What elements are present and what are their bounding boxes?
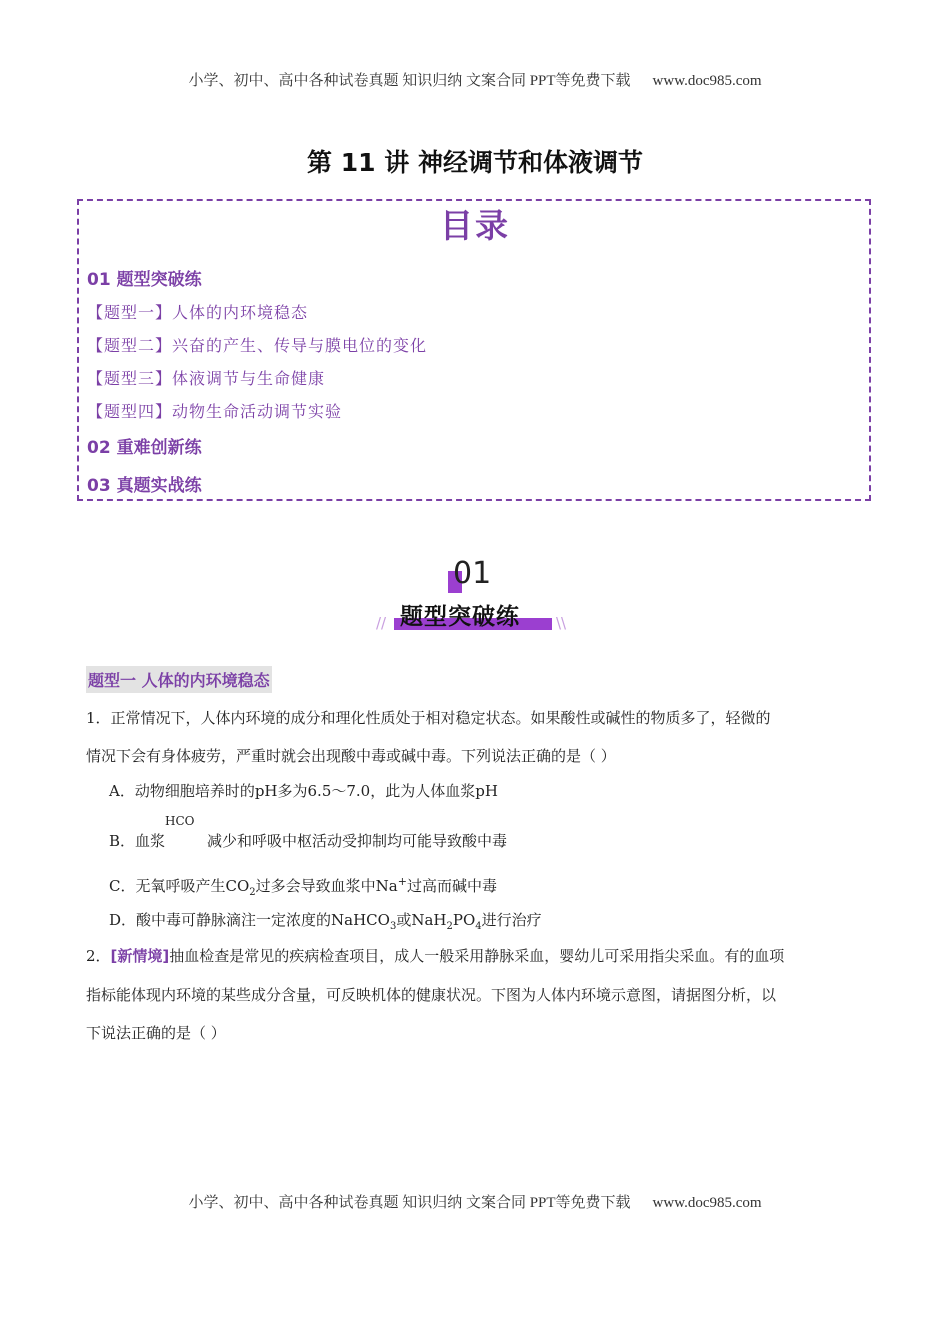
q1-option-b-suffix: 减少和呼吸中枢活动受抑制均可能导致酸中毒 [207,832,508,850]
q1-line1: 1．正常情况下，人体内环境的成分和理化性质处于相对稳定状态。如果酸性或碱性的物质多了，轻微的 [86,709,771,727]
banner-left-slashes: // [376,614,387,632]
q1-option-c-suffix: 过高而碱中毒 [406,877,497,895]
toc-section-01[interactable]: 01 题型突破练 [87,270,202,290]
page-header [0,69,950,90]
banner-right-slashes: \\ [556,614,567,632]
toc-section-03[interactable]: 03 真题实战练 [87,476,202,496]
q1-option-c-sub: 2 [249,887,256,898]
toc-heading: 目录 [440,206,510,245]
q1-option-b-prefix: B．血浆 [109,832,166,850]
header-url[interactable]: www.doc985.com [652,73,762,89]
q1-option-d-mid: 或NaH [396,911,447,929]
q2-line3: 下说法正确的是（ ） [86,1024,226,1042]
q1-option-a[interactable]: A．动物细胞培养时的pH多为6.5～7.0，此为人体血浆pH [109,782,498,800]
q1-line2: 情况下会有身体疲劳，严重时就会出现酸中毒或碱中毒。下列说法正确的是（ ） [86,747,616,765]
q1-option-d-prefix: D．酸中毒可静脉滴注一定浓度的NaHCO [109,911,390,929]
hco3-formula: HCO [165,814,195,828]
toc-item-3[interactable]: 【题型三】体液调节与生命健康 [87,369,326,388]
section-banner [370,556,580,638]
page-footer [0,1191,950,1212]
q2-number: 2． [86,947,111,965]
toc-item-1[interactable]: 【题型一】人体的内环境稳态 [87,303,309,322]
q2-line2: 指标能体现内环境的某些成分含量，可反映机体的健康状况。下图为人体内环境示意图，请据图分析，以 [86,986,777,1004]
banner-label: 题型突破练 [400,604,520,630]
q1-option-d-sub1: 3 [389,921,397,932]
q1-option-d-suffix: 进行治疗 [481,911,542,929]
q1-option-c-prefix: C．无氧呼吸产生CO [109,877,250,895]
q1-option-d-sub3: 4 [475,921,482,932]
q1-option-d[interactable] [109,909,542,932]
section-label: 题型一 人体的内环境稳态 [86,666,272,693]
q1-option-c[interactable] [109,875,497,898]
q1-option-d-sub2: 2 [446,921,453,932]
q2-line1-text: 抽血检查是常见的疾病检查项目，成人一般采用静脉采血，婴幼儿可采用指尖采血。有的血项 [169,947,785,965]
q2-line1 [86,945,784,966]
toc-item-4[interactable]: 【题型四】动物生命活动调节实验 [87,402,343,421]
toc-section-02[interactable]: 02 重难创新练 [87,438,202,458]
header-text: 小学、初中、高中各种试卷真题 知识归纳 文案合同 PPT等免费下载 [188,73,631,89]
q1-option-c-sup: + [397,875,407,888]
q1-option-c-mid: 过多会导致血浆中Na [255,877,398,895]
footer-text: 小学、初中、高中各种试卷真题 知识归纳 文案合同 PPT等免费下载 [188,1195,631,1211]
toc-item-2[interactable]: 【题型二】兴奋的产生、传导与膜电位的变化 [87,336,428,355]
q1-option-b[interactable] [109,814,508,851]
banner-number: 01 [453,556,492,591]
page-title: 第 11 讲 神经调节和体液调节 [307,148,643,177]
q2-tag: [新情境] [110,947,170,965]
q1-option-d-mid2: PO [452,911,476,929]
footer-url[interactable]: www.doc985.com [652,1195,762,1211]
